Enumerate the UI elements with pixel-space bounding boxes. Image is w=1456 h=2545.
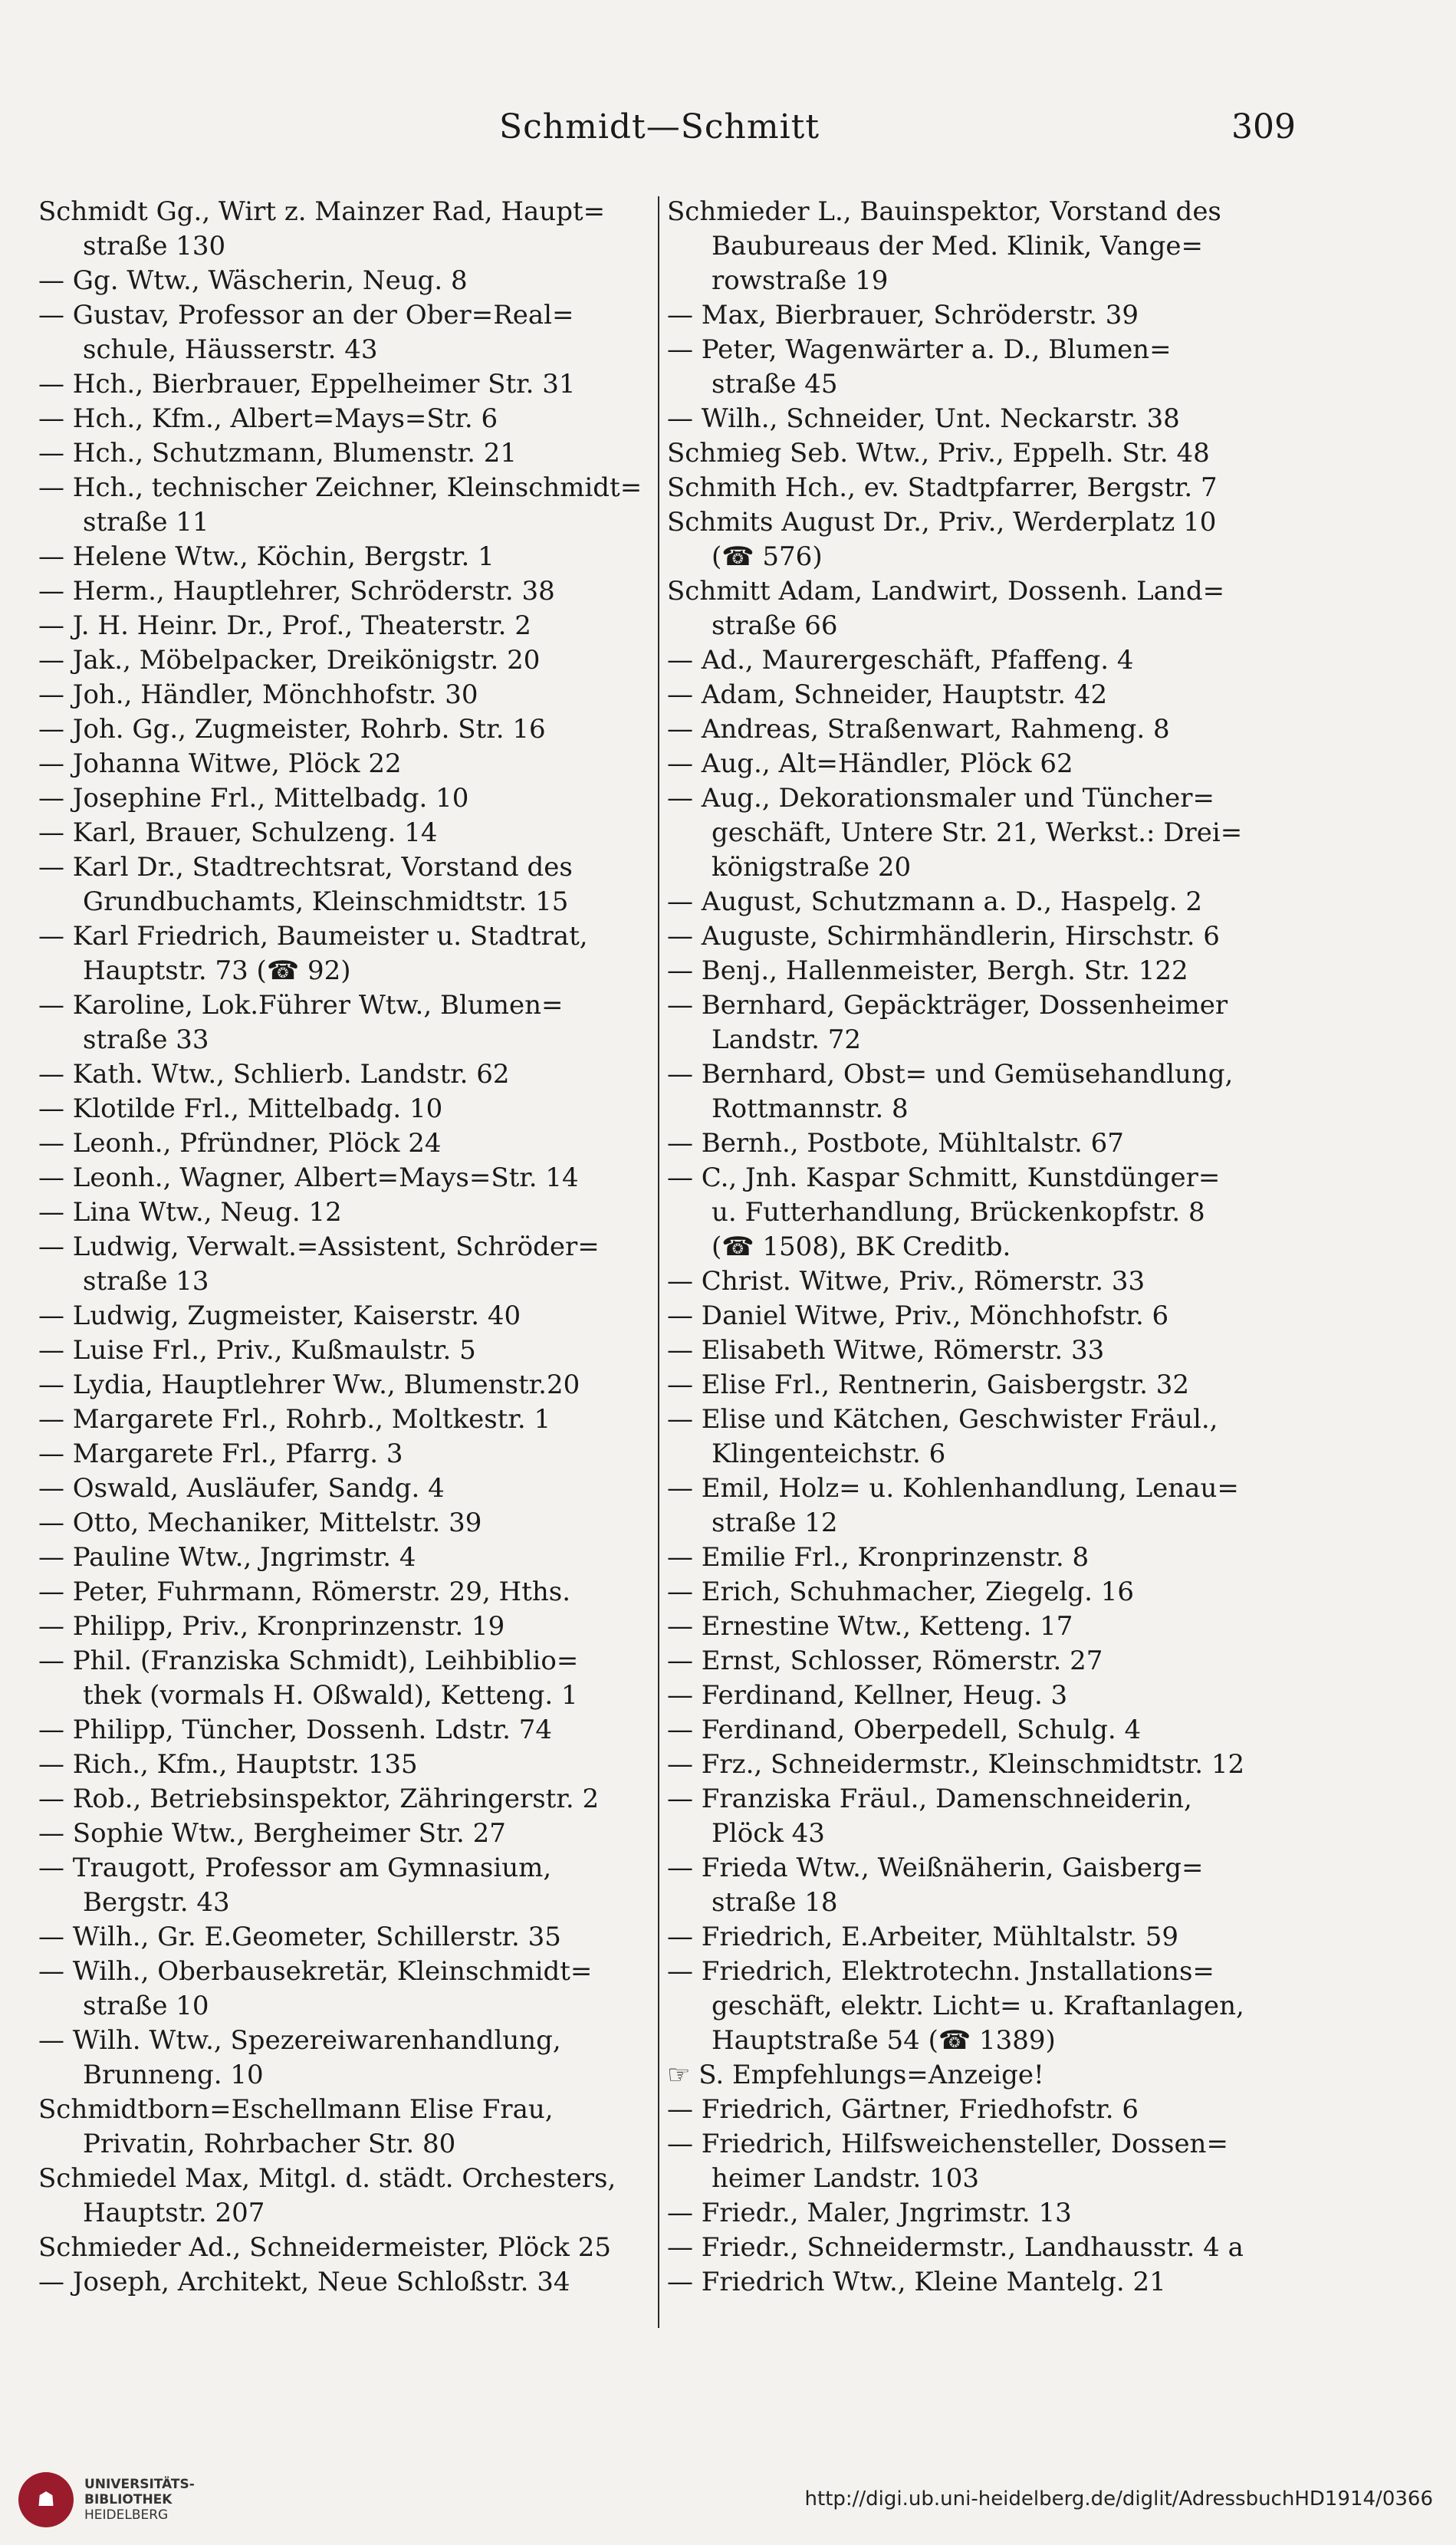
entry-continuation-line: Klingenteichstr. 6 xyxy=(712,1439,946,1469)
directory-entry xyxy=(667,574,1280,643)
directory-entry xyxy=(667,1782,1280,1851)
entry-line: — Elise Frl., Rentnerin, Gaisbergstr. 32 xyxy=(667,1369,1189,1400)
directory-entry xyxy=(667,298,1280,333)
directory-entry xyxy=(38,1610,652,1644)
entry-line: — Gg. Wtw., Wäscherin, Neug. 8 xyxy=(38,265,468,296)
directory-entry xyxy=(38,1851,652,1920)
entry-line: Schmitt Adam, Landwirt, Dossenh. Land= xyxy=(667,576,1225,607)
entry-continuation-line: thek (vormals H. Oßwald), Ketteng. 1 xyxy=(83,1680,578,1711)
entry-line: — Rich., Kfm., Hauptstr. 135 xyxy=(38,1749,418,1780)
directory-entry xyxy=(38,747,652,781)
directory-entry xyxy=(38,1471,652,1506)
directory-entry xyxy=(38,1920,652,1955)
directory-entry xyxy=(38,1402,652,1437)
entry-continuation-line: straße 10 xyxy=(83,1991,209,2021)
directory-entry xyxy=(667,885,1280,919)
directory-entry xyxy=(667,1057,1280,1126)
directory-entry xyxy=(38,919,652,988)
entry-line: — Elise und Kätchen, Geschwister Fräul., xyxy=(667,1404,1218,1435)
directory-entry xyxy=(38,643,652,678)
directory-entry xyxy=(667,781,1280,885)
entry-line: — Friedr., Schneidermstr., Landhausstr. 4 a xyxy=(667,2232,1244,2263)
entry-continuation-line: straße 13 xyxy=(83,1266,209,1297)
directory-entry xyxy=(38,850,652,919)
directory-entry xyxy=(38,264,652,298)
entry-line: — C., Jnh. Kaspar Schmitt, Kunstdünger= xyxy=(667,1162,1221,1193)
source-url[interactable]: http://digi.ub.uni-heidelberg.de/diglit/AdressbuchHD1914/0366 xyxy=(804,2487,1433,2510)
directory-entry xyxy=(38,1644,652,1713)
running-title: Schmidt—Schmitt xyxy=(498,107,820,146)
entry-line: — Karl Friedrich, Baumeister u. Stadtrat, xyxy=(38,921,588,952)
entry-continuation-line: Landstr. 72 xyxy=(712,1024,862,1055)
directory-entry xyxy=(38,712,652,747)
entry-line: — Ernestine Wtw., Ketteng. 17 xyxy=(667,1611,1073,1642)
directory-entry xyxy=(38,574,652,609)
directory-entry xyxy=(38,2265,652,2300)
directory-entry xyxy=(38,1299,652,1333)
entry-line: — Friedr., Maler, Jngrimstr. 13 xyxy=(667,2198,1072,2228)
entry-line: — Frieda Wtw., Weißnäherin, Gaisberg= xyxy=(667,1853,1204,1883)
directory-entry xyxy=(38,540,652,574)
entry-continuation-line: rowstraße 19 xyxy=(712,265,889,296)
logo-line-2: BIBLIOTHEK xyxy=(84,2492,173,2507)
entry-line: — Franziska Fräul., Damenschneiderin, xyxy=(667,1784,1192,1814)
directory-entry xyxy=(38,195,652,264)
directory-entry xyxy=(667,1679,1280,1713)
entry-line: Schmidt Gg., Wirt z. Mainzer Rad, Haupt= xyxy=(38,196,606,227)
entry-line: — Hch., Kfm., Albert=Mays=Str. 6 xyxy=(38,403,498,434)
entry-line: — Luise Frl., Priv., Kußmaulstr. 5 xyxy=(38,1335,476,1366)
entry-continuation-line: Hauptstr. 207 xyxy=(83,2198,265,2228)
entry-line: — August, Schutzmann a. D., Haspelg. 2 xyxy=(667,886,1202,917)
entry-line: — Benj., Hallenmeister, Bergh. Str. 122 xyxy=(667,955,1188,986)
directory-entry xyxy=(38,2093,652,2162)
directory-entry xyxy=(38,609,652,643)
entry-continuation-line: (☎ 576) xyxy=(712,541,823,572)
entry-continuation-line: straße 12 xyxy=(712,1508,838,1538)
directory-entry xyxy=(667,2127,1280,2196)
directory-entry xyxy=(667,2231,1280,2265)
entry-line: — Hch., Schutzmann, Blumenstr. 21 xyxy=(38,438,517,469)
column-divider xyxy=(658,196,659,2328)
entry-line: — Friedrich, Gärtner, Friedhofstr. 6 xyxy=(667,2094,1139,2125)
entry-line: Schmiedel Max, Mitgl. d. städt. Orchesters, xyxy=(38,2163,616,2194)
directory-entry xyxy=(38,367,652,402)
directory-entry xyxy=(38,1575,652,1610)
entry-continuation-line: geschäft, elektr. Licht= u. Kraftanlagen, xyxy=(712,1991,1244,2021)
directory-entry xyxy=(38,1368,652,1402)
directory-entry xyxy=(667,1920,1280,1955)
entry-line: — Erich, Schuhmacher, Ziegelg. 16 xyxy=(667,1577,1135,1607)
directory-entry xyxy=(667,1748,1280,1782)
entry-line: — Lydia, Hauptlehrer Ww., Blumenstr.20 xyxy=(38,1369,580,1400)
entry-line: — Oswald, Ausläufer, Sandg. 4 xyxy=(38,1473,445,1504)
entry-line: — Helene Wtw., Köchin, Bergstr. 1 xyxy=(38,541,495,572)
directory-entry xyxy=(667,643,1280,678)
entry-continuation-line: straße 18 xyxy=(712,1887,838,1918)
entry-line: — Leonh., Pfründner, Plöck 24 xyxy=(38,1128,442,1159)
entry-line: — Andreas, Straßenwart, Rahmeng. 8 xyxy=(667,714,1170,745)
directory-entry xyxy=(667,471,1280,505)
entry-line: — Otto, Mechaniker, Mittelstr. 39 xyxy=(38,1508,482,1538)
entry-continuation-line: Baubureaus der Med. Klinik, Vange= xyxy=(712,231,1203,261)
directory-entry xyxy=(38,1713,652,1748)
entry-line: — Daniel Witwe, Priv., Mönchhofstr. 6 xyxy=(667,1300,1169,1331)
directory-entry xyxy=(667,1955,1280,2058)
directory-entry xyxy=(667,333,1280,402)
directory-entry xyxy=(38,1437,652,1471)
directory-entry xyxy=(38,781,652,816)
directory-entry xyxy=(38,1540,652,1575)
entry-line: — Peter, Fuhrmann, Römerstr. 29, Hths. xyxy=(38,1577,571,1607)
entry-line: — Wilh. Wtw., Spezereiwarenhandlung, xyxy=(38,2025,561,2056)
directory-entry xyxy=(667,1575,1280,1610)
entry-line: — Jak., Möbelpacker, Dreikönigstr. 20 xyxy=(38,645,541,676)
directory-entry xyxy=(38,1748,652,1782)
library-logo[interactable] xyxy=(11,2468,195,2544)
entry-continuation-line: straße 45 xyxy=(712,369,838,400)
entry-line: Schmidtborn=Eschellmann Elise Frau, xyxy=(38,2094,554,2125)
directory-entry xyxy=(38,436,652,471)
entry-line: — Lina Wtw., Neug. 12 xyxy=(38,1197,342,1228)
directory-entry xyxy=(667,1713,1280,1748)
entry-line: — Ferdinand, Kellner, Heug. 3 xyxy=(667,1680,1068,1711)
entry-line: — Phil. (Franziska Schmidt), Leihbiblio= xyxy=(38,1646,579,1676)
entry-continuation-line: Brunneng. 10 xyxy=(83,2060,264,2090)
entry-line: — Friedrich, E.Arbeiter, Mühltalstr. 59 xyxy=(667,1922,1179,1952)
directory-entry xyxy=(38,988,652,1057)
logo-line-3: HEIDELBERG xyxy=(84,2507,169,2523)
directory-entry xyxy=(667,747,1280,781)
entry-continuation-line: Privatin, Rohrbacher Str. 80 xyxy=(83,2129,456,2159)
entry-line: — Karoline, Lok.Führer Wtw., Blumen= xyxy=(38,990,564,1021)
directory-entry xyxy=(667,1264,1280,1299)
directory-entry xyxy=(38,1955,652,2024)
directory-entry xyxy=(38,2162,652,2231)
entry-line: — Margarete Frl., Pfarrg. 3 xyxy=(38,1439,403,1469)
entry-line: — Hch., Bierbrauer, Eppelheimer Str. 31 xyxy=(38,369,576,400)
entry-continuation-line: straße 33 xyxy=(83,1024,209,1055)
directory-entry xyxy=(667,954,1280,988)
library-name xyxy=(84,2477,195,2523)
directory-entry xyxy=(38,1782,652,1817)
directory-entry xyxy=(38,1161,652,1195)
entry-continuation-line: straße 11 xyxy=(83,507,209,538)
entry-line: — Herm., Hauptlehrer, Schröderstr. 38 xyxy=(38,576,555,607)
directory-entry xyxy=(667,1333,1280,1368)
entry-continuation-line: schule, Häusserstr. 43 xyxy=(83,334,378,365)
directory-entry xyxy=(667,1610,1280,1644)
entry-line: — Adam, Schneider, Hauptstr. 42 xyxy=(667,679,1108,710)
directory-entry xyxy=(667,1126,1280,1161)
directory-entry xyxy=(38,1230,652,1299)
entry-line: — Gustav, Professor an der Ober=Real= xyxy=(38,300,574,330)
directory-entry xyxy=(667,1644,1280,1679)
directory-entry xyxy=(667,2093,1280,2127)
entry-continuation-line: u. Futterhandlung, Brückenkopfstr. 8 xyxy=(712,1197,1205,1228)
entry-continuation-line: Bergstr. 43 xyxy=(83,1887,230,1918)
entry-line: — Bernhard, Gepäckträger, Dossenheimer xyxy=(667,990,1228,1021)
entry-line: — Ernst, Schlosser, Römerstr. 27 xyxy=(667,1646,1103,1676)
directory-entry xyxy=(38,1817,652,1851)
entry-line: — Karl, Brauer, Schulzeng. 14 xyxy=(38,817,438,848)
entry-line: ☞ S. Empfehlungs=Anzeige! xyxy=(667,2060,1044,2090)
page-header xyxy=(46,107,1296,153)
directory-entry xyxy=(667,919,1280,954)
entry-continuation-line: Hauptstraße 54 (☎ 1389) xyxy=(712,2025,1056,2056)
entry-line: — Philipp, Priv., Kronprinzenstr. 19 xyxy=(38,1611,505,1642)
directory-entry xyxy=(667,1299,1280,1333)
entry-line: — Kath. Wtw., Schlierb. Landstr. 62 xyxy=(38,1059,510,1090)
directory-entry xyxy=(38,678,652,712)
entry-line: Schmits August Dr., Priv., Werderplatz 10 xyxy=(667,507,1217,538)
entry-continuation-line: Grundbuchamts, Kleinschmidtstr. 15 xyxy=(83,886,569,917)
entry-line: — Auguste, Schirmhändlerin, Hirschstr. 6 xyxy=(667,921,1220,952)
page-number: 309 xyxy=(1231,107,1296,146)
entry-line: — Joh., Händler, Mönchhofstr. 30 xyxy=(38,679,478,710)
directory-entry xyxy=(38,1092,652,1126)
entry-line: — Margarete Frl., Rohrb., Moltkestr. 1 xyxy=(38,1404,551,1435)
directory-entry xyxy=(38,471,652,540)
entry-line: — Friedrich, Hilfsweichensteller, Dossen= xyxy=(667,2129,1228,2159)
entry-line: — Philipp, Tüncher, Dossenh. Ldstr. 74 xyxy=(38,1715,553,1745)
entry-line: Schmieder Ad., Schneidermeister, Plöck 25 xyxy=(38,2232,611,2263)
entry-line: — Ludwig, Zugmeister, Kaiserstr. 40 xyxy=(38,1300,521,1331)
directory-entry xyxy=(38,1057,652,1092)
entry-line: — Ferdinand, Oberpedell, Schulg. 4 xyxy=(667,1715,1142,1745)
directory-entry xyxy=(667,2058,1280,2093)
entry-continuation-line: heimer Landstr. 103 xyxy=(712,2163,979,2194)
directory-entry xyxy=(38,816,652,850)
entry-continuation-line: straße 66 xyxy=(712,610,838,641)
entry-line: — Wilh., Gr. E.Geometer, Schillerstr. 35 xyxy=(38,1922,561,1952)
entry-line: — Christ. Witwe, Priv., Römerstr. 33 xyxy=(667,1266,1145,1297)
page-footer xyxy=(0,2468,1456,2544)
directory-entry xyxy=(38,2231,652,2265)
directory-entry xyxy=(667,505,1280,574)
entry-line: — Josephine Frl., Mittelbadg. 10 xyxy=(38,783,469,814)
entry-line: Schmith Hch., ev. Stadtpfarrer, Bergstr. 7 xyxy=(667,472,1218,503)
entry-line: — Peter, Wagenwärter a. D., Blumen= xyxy=(667,334,1172,365)
entry-continuation-line: geschäft, Untere Str. 21, Werkst.: Drei= xyxy=(712,817,1243,848)
entry-line: — Aug., Alt=Händler, Plöck 62 xyxy=(667,748,1073,779)
directory-entry xyxy=(38,1506,652,1540)
directory-entry xyxy=(667,1161,1280,1264)
entry-line: — Rob., Betriebsinspektor, Zähringerstr. 2 xyxy=(38,1784,600,1814)
entry-continuation-line: Plöck 43 xyxy=(712,1818,825,1849)
entry-line: — Wilh., Schneider, Unt. Neckarstr. 38 xyxy=(667,403,1180,434)
directory-entry xyxy=(667,2265,1280,2300)
entry-line: — Ad., Maurergeschäft, Pfaffeng. 4 xyxy=(667,645,1134,676)
entry-line: — J. H. Heinr. Dr., Prof., Theaterstr. 2 xyxy=(38,610,531,641)
entry-line: — Friedrich Wtw., Kleine Mantelg. 21 xyxy=(667,2267,1166,2297)
entry-line: Schmieder L., Bauinspektor, Vorstand des xyxy=(667,196,1221,227)
entry-line: — Joh. Gg., Zugmeister, Rohrb. Str. 16 xyxy=(38,714,546,745)
entry-continuation-line: Hauptstr. 73 (☎ 92) xyxy=(83,955,351,986)
directory-entry xyxy=(667,988,1280,1057)
entry-line: — Wilh., Oberbausekretär, Kleinschmidt= xyxy=(38,1956,593,1987)
directory-entry xyxy=(667,1368,1280,1402)
logo-line-1: UNIVERSITÄTS- xyxy=(84,2477,195,2492)
directory-entry xyxy=(667,1402,1280,1471)
entry-line: — Friedrich, Elektrotechn. Jnstallations= xyxy=(667,1956,1214,1987)
entry-line: — Frz., Schneidermstr., Kleinschmidtstr. 12 xyxy=(667,1749,1245,1780)
entry-line: — Emil, Holz= u. Kohlenhandlung, Lenau= xyxy=(667,1473,1239,1504)
entry-line: — Bernhard, Obst= und Gemüsehandlung, xyxy=(667,1059,1234,1090)
directory-entry xyxy=(667,1851,1280,1920)
entry-line: Schmieg Seb. Wtw., Priv., Eppelh. Str. 48 xyxy=(667,438,1210,469)
directory-entry xyxy=(667,712,1280,747)
entry-line: — Ludwig, Verwalt.=Assistent, Schröder= xyxy=(38,1231,600,1262)
directory-entry xyxy=(667,2196,1280,2231)
entry-line: — Elisabeth Witwe, Römerstr. 33 xyxy=(667,1335,1105,1366)
directory-entry xyxy=(667,1471,1280,1540)
entry-line: — Klotilde Frl., Mittelbadg. 10 xyxy=(38,1093,443,1124)
directory-entry xyxy=(667,402,1280,436)
university-seal-icon: ☗ xyxy=(18,2472,74,2527)
entry-line: — Joseph, Architekt, Neue Schloßstr. 34 xyxy=(38,2267,570,2297)
directory-entry xyxy=(667,436,1280,471)
directory-entry xyxy=(38,402,652,436)
entry-line: — Pauline Wtw., Jngrimstr. 4 xyxy=(38,1542,416,1573)
entry-line: — Aug., Dekorationsmaler und Tüncher= xyxy=(667,783,1214,814)
left-column xyxy=(38,195,652,2326)
entry-line: — Johanna Witwe, Plöck 22 xyxy=(38,748,402,779)
entry-line: — Karl Dr., Stadtrechtsrat, Vorstand des xyxy=(38,852,573,883)
entry-line: — Sophie Wtw., Bergheimer Str. 27 xyxy=(38,1818,506,1849)
directory-entry xyxy=(38,1126,652,1161)
entry-continuation-line: Rottmannstr. 8 xyxy=(712,1093,909,1124)
directory-entry xyxy=(667,678,1280,712)
entry-continuation-line: königstraße 20 xyxy=(712,852,912,883)
entry-line: — Bernh., Postbote, Mühltalstr. 67 xyxy=(667,1128,1124,1159)
entry-line: — Hch., technischer Zeichner, Kleinschmidt= xyxy=(38,472,643,503)
directory-entry xyxy=(38,1195,652,1230)
directory-entry xyxy=(38,2024,652,2093)
entry-line: — Traugott, Professor am Gymnasium, xyxy=(38,1853,552,1883)
directory-entry xyxy=(667,195,1280,298)
directory-entry xyxy=(667,1540,1280,1575)
right-column xyxy=(667,195,1280,2326)
entry-line: — Emilie Frl., Kronprinzenstr. 8 xyxy=(667,1542,1090,1573)
entry-line: — Max, Bierbrauer, Schröderstr. 39 xyxy=(667,300,1139,330)
entry-continuation-line: (☎ 1508), BK Creditb. xyxy=(712,1231,1011,1262)
entry-continuation-line: straße 130 xyxy=(83,231,226,261)
directory-entry xyxy=(38,1333,652,1368)
directory-entry xyxy=(38,298,652,367)
entry-line: — Leonh., Wagner, Albert=Mays=Str. 14 xyxy=(38,1162,579,1193)
